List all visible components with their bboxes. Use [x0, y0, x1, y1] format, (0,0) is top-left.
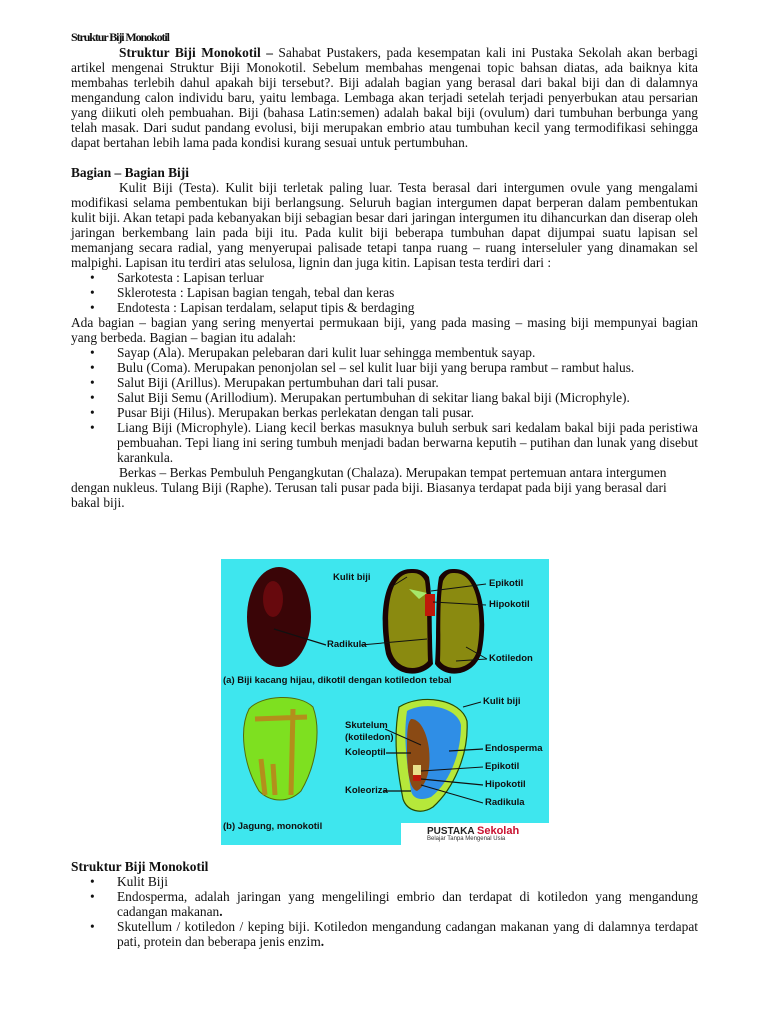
label-bottom-epikotil: Epikotil: [485, 761, 520, 772]
caption-top: (a) Biji kacang hijau, dikotil dengan kotiledon tebal: [223, 675, 452, 686]
label-bottom-koleoriza: Koleoriza: [345, 785, 388, 796]
caption-bottom: (b) Jagung, monokotil: [223, 821, 323, 832]
label-bottom-endosperma: Endosperma: [485, 743, 543, 754]
monocot-structure-section: [71, 859, 698, 949]
surface-paragraph: Ada bagian – bagian yang sering menyertai permukaan biji, yang pada masing – masing biji mempunyai bagian yang berbeda. Bagian – bagian itu adalah:: [71, 315, 698, 345]
list-item: • Sklerotesta : Lapisan bagian tengah, tebal dan keras: [117, 285, 698, 300]
monocot-structure-list: [71, 874, 698, 949]
label-bottom-skutelum: Skutelum: [345, 720, 388, 731]
label-top-kotiledon: Kotiledon: [489, 653, 533, 664]
list-item: • Salut Biji Semu (Arillodium). Merupakan pertumbuhan di sekitar liang bakal biji (Microphyle).: [117, 390, 698, 405]
label-bottom-koleoptil: Koleoptil: [345, 747, 386, 758]
section-heading-monocot: Struktur Biji Monokotil: [71, 859, 209, 874]
list-item: • Sarkotesta : Lapisan terluar: [117, 270, 698, 285]
list-item: • Kulit Biji: [117, 874, 698, 889]
closing-paragraph: Berkas – Berkas Pembuluh Pengangkutan (Chalaza). Merupakan tempat pertemuan antara intergumen dengan nukleus. Tulang Biji (Raphe). Terusan tali pusar pada biji. Biasanya terdapat pada biji yang berasal dari bakal biji.: [71, 465, 667, 510]
document-header-title: Struktur Biji Monokotil: [71, 30, 169, 44]
logo-name: PUSTAKA Sekolah: [427, 825, 520, 837]
seed-structure-figure: [221, 559, 549, 845]
intro-text: Sahabat Pustakers, pada kesempatan kali ini Pustaka Sekolah akan berbagi artikel mengenai Struktur Biji Monokotil. Sebelum membahas mengenai topic bahsan diatas, ada baiknya kita membahas terlebih dahul apakah biji tersebut?. Biji adalah bagian yang berasal dari bakal biji dan di dalamnya mengandung calon individu baru, yaitu lembaga. Lembaga akan terjadi setelah terjadi penyerbukan atau persarian yang diikuti oleh pembuahan. Biji (bahasa Latin:semen) adalah bakal biji (ovulum) dari tumbuhan berbunga yang telah masak. Dari sudut pandang evolusi, biji merupakan embrio atau tumbuhan kecil yang termodifikasi sehingga dapat bertahan lebih lama pada kondisi kurang sesuai untuk pertumbuhan.: [71, 45, 698, 150]
pustaka-sekolah-logo: [401, 823, 549, 845]
surface-parts-list: [71, 345, 698, 465]
label-bottom-radikula: Radikula: [485, 797, 525, 808]
label-bottom-kulit-biji: Kulit biji: [483, 696, 521, 707]
list-item: • Liang Biji (Microphyle). Liang kecil berkas masuknya buluh serbuk sari kedalam bakal biji pada peristiwa pembuahan. Tepi liang ini sering tumbuh menjadi badan berwarna keputih – putihan dan lunak yang disebut karankula.: [117, 420, 698, 465]
list-item: • Endosperma, adalah jaringan yang mengelilingi embrio dan terdapat di kotiledon yang mengandung cadangan makanan.: [117, 889, 698, 919]
label-bottom-kotiledon: (kotiledon): [345, 732, 394, 743]
list-item: • Skutellum / kotiledon / keping biji. Kotiledon mengandung cadangan makanan yang di dalamnya terdapat pati, protein dan beberapa jenis enzim.: [117, 919, 698, 949]
list-item: • Bulu (Coma). Merupakan penonjolan sel – sel kulit luar biji yang berupa rambut – rambut halus.: [117, 360, 698, 375]
intro-bold-lead: Struktur Biji Monokotil –: [119, 45, 273, 60]
testa-layer-list: [71, 270, 698, 315]
label-top-epikotil: Epikotil: [489, 578, 524, 589]
intro-paragraph: [71, 45, 698, 150]
label-top-hipokotil: Hipokotil: [489, 599, 530, 610]
list-item: • Sayap (Ala). Merupakan pelebaran dari kulit luar sehingga membentuk sayap.: [117, 345, 698, 360]
testa-paragraph: Kulit Biji (Testa). Kulit biji terletak paling luar. Testa berasal dari intergumen ovule yang mengalami modifikasi selama pembentukan biji berlangsung. Seluruh bagian intergumen dapat berperan dalam pembentukan kulit biji. Akan tetapi pada kebanyakan biji sebagian besar dari jaringan intergumen itu dihancurkan dan diserap oleh jaringan berkembang lain pada biji itu. Pada kulit biji beberapa tumbuhan dapat dijumpai suatu lapisan sel memanjang secara radial, yang menyerupai palisade tetapi tanpa ruang – ruang interseluler yang dinamakan sel malpighi. Lapisan itu terdiri atas selulosa, lignin dan juga kitin. Lapisan testa terdiri dari :: [71, 180, 698, 270]
list-item: • Salut Biji (Arillus). Merupakan pertumbuhan dari tali pusar.: [117, 375, 698, 390]
label-top-kulit-biji: Kulit biji: [333, 572, 371, 583]
label-bottom-hipokotil: Hipokotil: [485, 779, 526, 790]
label-top-radikula: Radikula: [327, 639, 367, 650]
list-item: • Endotesta : Lapisan terdalam, selaput tipis & berdaging: [117, 300, 698, 315]
list-item: • Pusar Biji (Hilus). Merupakan berkas perlekatan dengan tali pusar.: [117, 405, 698, 420]
document-page: [71, 30, 698, 510]
logo-tagline: Belajar Tanpa Mengenal Usia: [427, 836, 506, 842]
section-heading-parts: Bagian – Bagian Biji: [71, 165, 189, 180]
